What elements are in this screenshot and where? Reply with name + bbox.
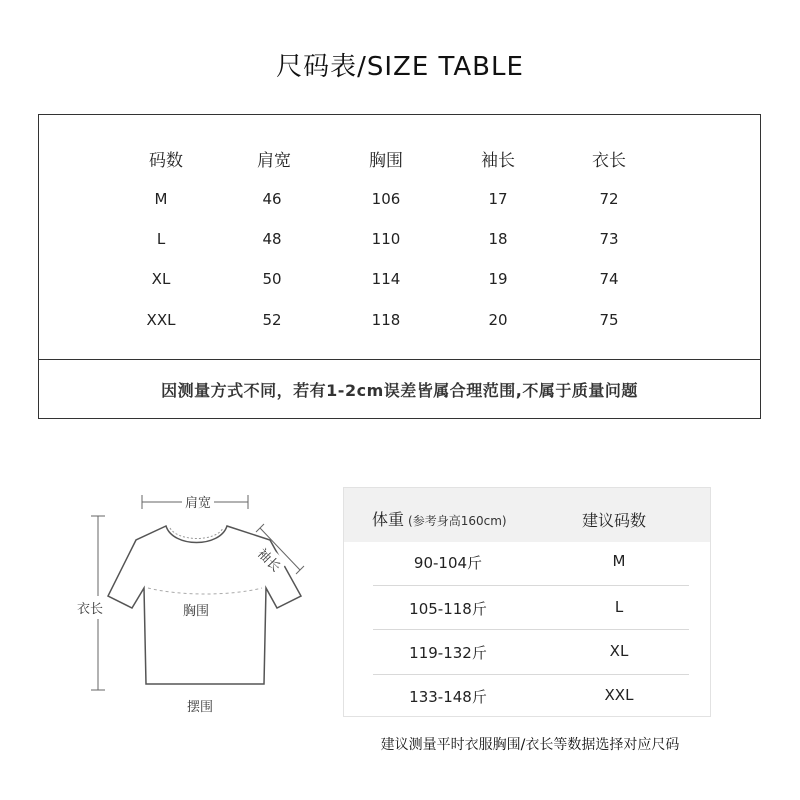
recommendation-note: 建议测量平时衣服胸围/衣长等数据选择对应尺码 xyxy=(380,737,680,753)
table-cell: 19 xyxy=(488,270,508,288)
table-cell: 72 xyxy=(599,190,619,208)
table-cell: M xyxy=(154,190,168,208)
header-weight xyxy=(372,507,507,530)
header-weight-note: (参考身高160cm) xyxy=(408,514,507,528)
shoulder-label: 肩宽 xyxy=(182,492,214,511)
header-weight-label: 体重 xyxy=(372,510,405,529)
table-cell: 106 xyxy=(371,190,401,208)
table-cell: XL xyxy=(151,270,171,288)
hem-label: 摆围 xyxy=(187,700,214,715)
weight-cell: 119-132斤 xyxy=(409,644,487,662)
tshirt-diagram xyxy=(70,480,320,730)
weight-cell: 133-148斤 xyxy=(409,688,487,706)
table-cell: L xyxy=(156,230,166,248)
weight-table xyxy=(343,487,711,717)
row-divider xyxy=(373,629,689,630)
table-cell: 118 xyxy=(371,311,401,329)
weight-table-header xyxy=(344,488,710,542)
table-cell: 110 xyxy=(371,230,401,248)
chest-label: 胸围 xyxy=(183,604,210,619)
row-divider xyxy=(373,674,689,675)
size-cell: L xyxy=(614,598,624,616)
sleeve-label: 袖长 xyxy=(253,542,288,577)
weight-cell: 105-118斤 xyxy=(409,600,487,618)
page-title: 尺码表/SIZE TABLE xyxy=(276,52,524,82)
table-cell: 75 xyxy=(599,311,619,329)
col-header-size: 码数 xyxy=(149,151,183,171)
table-cell: 18 xyxy=(488,230,508,248)
weight-cell: 90-104斤 xyxy=(413,554,483,572)
size-cell: M xyxy=(612,552,626,570)
table-cell: XXL xyxy=(146,311,176,329)
col-header-shoulder: 肩宽 xyxy=(257,151,291,171)
col-header-chest: 胸围 xyxy=(369,151,403,171)
table-cell: 73 xyxy=(599,230,619,248)
col-header-sleeve: 袖长 xyxy=(481,151,515,171)
size-cell: XL xyxy=(609,642,629,660)
measurement-note: 因测量方式不同，若有1-2cm误差皆属合理范围,不属于质量问题 xyxy=(161,381,638,400)
table-cell: 46 xyxy=(262,190,282,208)
table-cell: 50 xyxy=(262,270,282,288)
size-cell: XXL xyxy=(604,686,634,704)
table-cell: 17 xyxy=(488,190,508,208)
table-cell: 20 xyxy=(488,311,508,329)
table-cell: 74 xyxy=(599,270,619,288)
table-cell: 48 xyxy=(262,230,282,248)
size-table xyxy=(38,114,761,419)
table-cell: 114 xyxy=(371,270,401,288)
col-header-length: 衣长 xyxy=(592,151,626,171)
table-cell: 52 xyxy=(262,311,282,329)
row-divider xyxy=(373,585,689,586)
header-size: 建议码数 xyxy=(582,511,647,530)
divider xyxy=(39,359,760,360)
length-label: 衣长 xyxy=(77,596,103,619)
